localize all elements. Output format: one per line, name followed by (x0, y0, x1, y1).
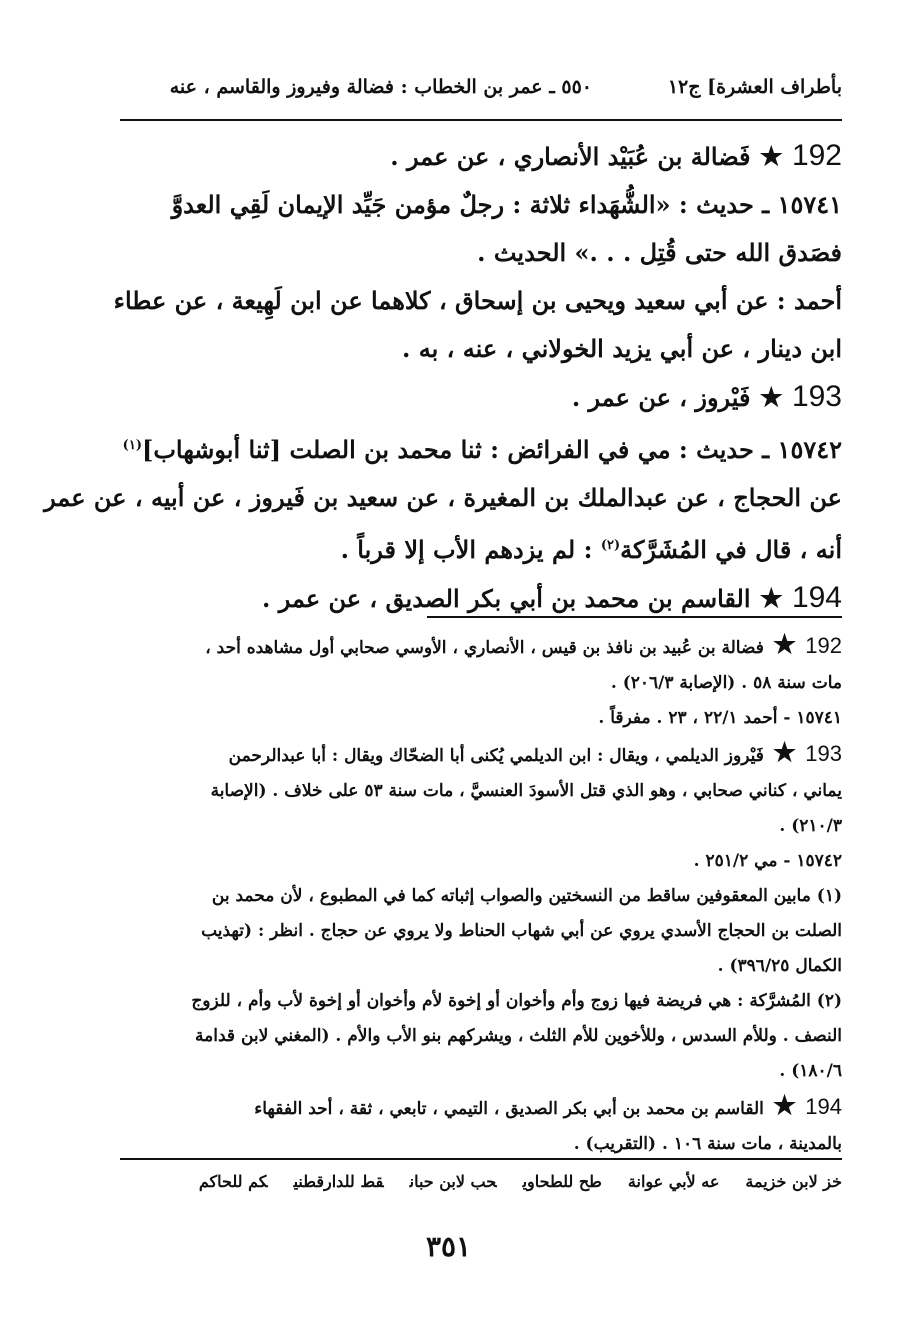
main-line (120, 373, 842, 422)
note-line (120, 628, 842, 666)
note-line (120, 809, 842, 844)
note-text: فضالة بن عُبيد بن نافذ بن قيس ، الأنصاري ، الأوسي صحابي أول مشاهده أحد ، (205, 638, 764, 658)
note-line (120, 736, 842, 774)
note-line (120, 1089, 842, 1127)
note-line (120, 879, 842, 914)
main-text (44, 132, 842, 623)
abbreviation-item: قط للدارقطني (293, 1172, 384, 1191)
footnote-marker: (٢) (600, 538, 621, 553)
note-line (120, 984, 842, 1019)
note-line (120, 949, 842, 984)
note-text: مات سنة ٥٨ . (الإصابة ٢٠٦/٣) . (610, 673, 842, 693)
note-line (120, 1127, 842, 1162)
main-text: ابن دينار ، عن أبي يزيد الخولاني ، عنه ، به . (402, 334, 842, 363)
note-text: يماني ، كناني صحابي ، وهو الذي قتل الأسودَ العنسيَّ ، مات سنة ٥٣ على خلاف . (الإصابة (210, 781, 842, 801)
header-rule (120, 119, 842, 121)
note-text: (٢) المُشرَّكة : هي فريضة فيها زوج وأم وأخوان أو إخوة لأم وأخوان أو إخوة لأب وأم ، للزوج (191, 991, 842, 1011)
entry-number: 194 (791, 581, 842, 614)
entry-number: 192 (805, 633, 842, 658)
note-text: بالمدينة ، مات سنة ١٠٦ . (التقريب) . (573, 1134, 842, 1154)
main-line (120, 325, 842, 373)
note-line (120, 844, 842, 879)
main-line (120, 422, 842, 474)
star-icon: ★ (750, 383, 792, 413)
note-text: الكمال ٣٩٦/٢٥) . (717, 956, 842, 976)
abbreviation-item: طح للطحاوي (522, 1172, 602, 1191)
main-text: فَضالة بن عُبَيْد الأنصاري ، عن عمر . (390, 142, 751, 171)
note-text: ١٨٠/٦) . (779, 1061, 842, 1081)
note-line (120, 666, 842, 701)
note-text: القاسم بن محمد بن أبي بكر الصديق ، التيمي ، تابعي ، ثقة ، أحد الفقهاء (254, 1099, 764, 1119)
entry-number: 194 (805, 1094, 842, 1119)
note-text: النصف . وللأم السدس ، وللأخوين للأم الثلث ، ويشركهم بنو الأب والأم . (المغني لابن قدامة (195, 1026, 842, 1046)
note-line (120, 1054, 842, 1089)
entry-number: 192 (791, 139, 842, 172)
running-header (120, 70, 842, 110)
note-line (120, 774, 842, 809)
main-text: ١٥٧٤٢ ـ حديث : مي في الفرائض : ثنا محمد بن الصلت [ثنا أبوشهاب] (141, 435, 842, 464)
main-line (113, 277, 842, 325)
abbreviation-item: عه لأبي عوانة (627, 1172, 720, 1191)
star-icon: ★ (763, 738, 806, 768)
footnotes (120, 628, 842, 1162)
note-text: الصلت بن الحجاج الأسدي يروي عن أبي شهاب الحناط ولا يروي عن حجاج . انظر : (تهذيب (201, 921, 842, 941)
main-line (120, 132, 842, 181)
main-line (44, 474, 842, 522)
footer-rule (120, 1158, 842, 1160)
note-text: ١٥٧٤٢ - مي ٢٥١/٢ . (693, 851, 842, 871)
note-line (120, 701, 842, 736)
main-text: فَيْروز ، عن عمر . (571, 383, 751, 412)
abbreviation-item: خز لابن خزيمة (745, 1172, 842, 1191)
entry-number: 193 (791, 380, 842, 413)
page-number: ٣٥١ (425, 1230, 472, 1263)
main-line (120, 522, 842, 574)
main-text: أنه ، قال في المُشَرَّكة (620, 535, 842, 564)
abbreviation-key (120, 1172, 842, 1191)
main-text: ١٥٧٤١ ـ حديث : «الشُّهَداء ثلاثة : رجلٌ مؤمن جَيِّد الإيمان لَقِي العدوَّ (171, 190, 842, 219)
note-line (120, 1019, 842, 1054)
main-text: أحمد : عن أبي سعيد ويحيى بن إسحاق ، كلاهما عن ابن لَهِيعة ، عن عطاء (113, 286, 842, 315)
star-icon: ★ (763, 630, 806, 660)
main-text: القاسم بن محمد بن أبي بكر الصديق ، عن عمر . (261, 584, 751, 613)
footnote-marker: (١) (122, 438, 142, 453)
star-icon: ★ (763, 1091, 806, 1121)
main-text-tail: : لم يزدهم الأب إلا قرباً . (340, 535, 601, 564)
note-text: ١٥٧٤١ - أحمد ٢٢/١ ، ٢٣ . مفرقاً . (598, 708, 842, 728)
header-section-title: ٥٥٠ ـ عمر بن الخطاب : فضالة وفيروز والقاسم ، عنه (169, 76, 592, 98)
star-icon: ★ (750, 584, 792, 614)
main-text: فصَدق الله حتى قُتِل . . .» الحديث . (477, 238, 842, 267)
star-icon: ★ (750, 142, 792, 172)
abbreviation-item: حب لابن حبان (409, 1172, 497, 1191)
main-text: عن الحجاج ، عن عبدالملك بن المغيرة ، عن سعيد بن فَيروز ، عن أبيه ، عن عمر (44, 483, 842, 512)
note-text: فَيْروز الديلمي ، ويقال : ابن الديلمي يُكنى أبا الضحّاك ويقال : أبا عبدالرحمن (228, 746, 764, 766)
note-text: (١) مابين المعقوفين ساقط من النسختين والصواب إثباته كما في المطبوع ، لأن محمد بن (211, 886, 842, 906)
note-text: ٢١٠/٣) . (779, 816, 842, 836)
main-line (120, 229, 842, 277)
note-line (120, 914, 842, 949)
abbreviation-item: كم للحاكم (198, 1172, 268, 1191)
entry-number: 193 (805, 741, 842, 766)
main-line (120, 181, 842, 229)
header-book-title: بأطراف العشرة] ج١٢ (667, 76, 842, 98)
